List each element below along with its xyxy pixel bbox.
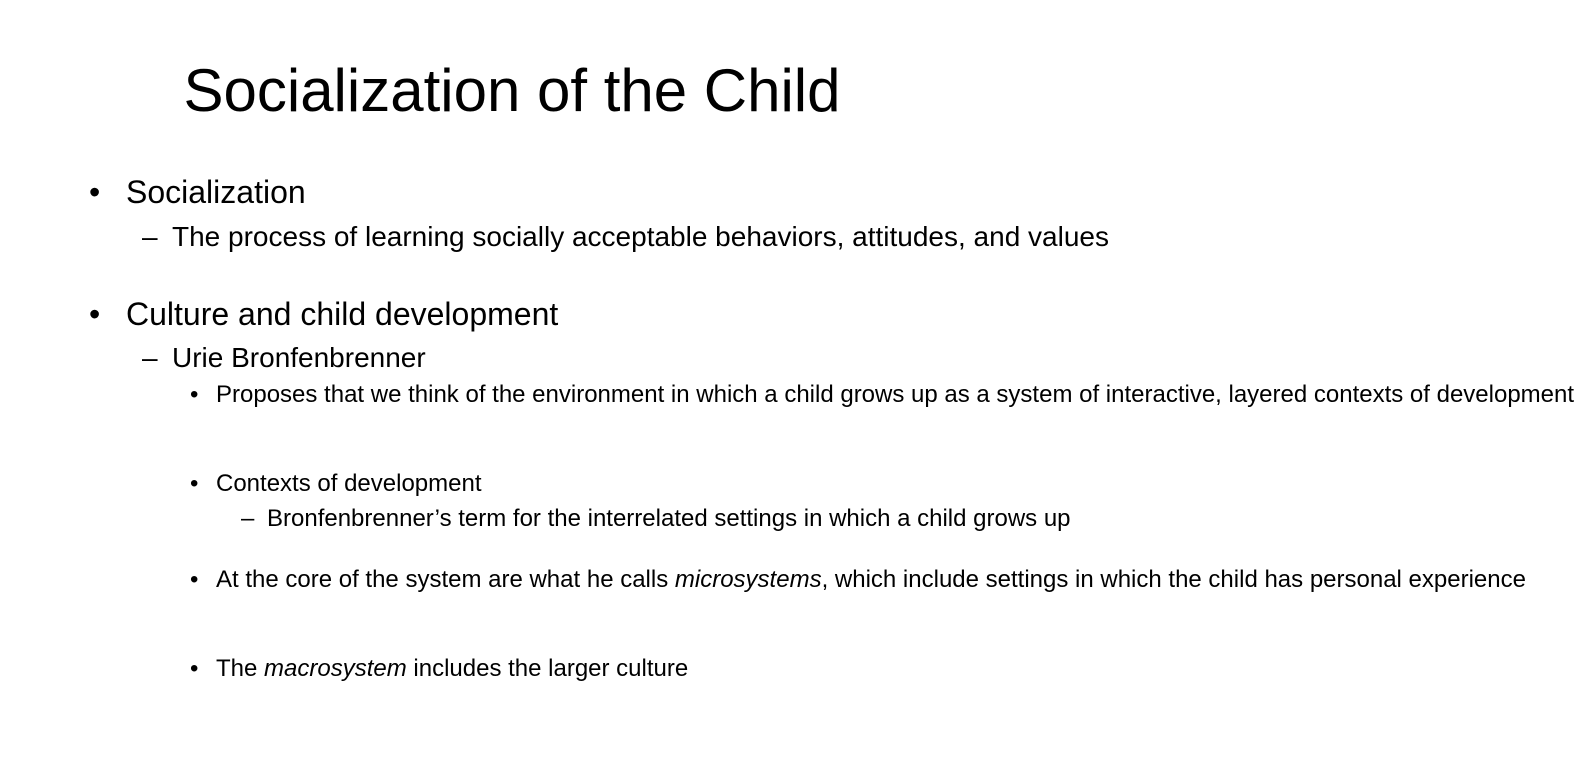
bullet-item-contexts <box>190 470 966 497</box>
term-macrosystem: macrosystem <box>264 655 407 682</box>
bullet-text: The process of learning socially acceptable behaviors, attitudes, and values <box>172 221 1109 252</box>
bullet-item-definition <box>142 221 1109 253</box>
bullet-text: Culture and child development <box>126 296 559 332</box>
bullet-text: Socialization <box>126 174 306 210</box>
bullet-dot: • <box>190 655 199 682</box>
bullet-item-bronfenbrenner <box>142 342 872 374</box>
bullet-text: Urie Bronfenbrenner <box>172 342 426 373</box>
bullet-dot: • <box>89 296 101 332</box>
bullet-dash: – <box>142 221 158 252</box>
bullet-text: Proposes that we think of the environment in which a child grows up as a system of interactive, layered contexts of development <box>216 381 1574 408</box>
bullet-dot: • <box>190 470 199 497</box>
text-run: The <box>216 655 265 682</box>
bullet-dot: • <box>190 381 199 408</box>
text-run: includes the larger culture <box>406 655 689 682</box>
text-run: , which include settings in which the child has personal experience <box>821 566 1526 593</box>
bullet-dash: – <box>142 342 158 373</box>
bullet-text <box>216 655 688 682</box>
bullet-text <box>216 566 1526 593</box>
bullet-dash: – <box>241 505 255 532</box>
bullet-item-proposes <box>190 381 1574 408</box>
bullet-item-microsystems <box>190 566 1526 593</box>
bullet-item-culture <box>89 296 926 332</box>
bullet-dot: • <box>190 566 199 593</box>
bullet-text: Contexts of development <box>216 470 482 497</box>
term-microsystems: microsystems <box>674 566 822 593</box>
bullet-item-macrosystem <box>190 655 966 682</box>
bullet-dot: • <box>89 174 101 210</box>
bullet-item-socialization <box>89 174 926 210</box>
slide-title: Socialization of the Child <box>183 57 841 124</box>
bullet-text: Bronfenbrenner’s term for the interrelated settings in which a child grows up <box>267 505 1071 532</box>
bullet-item-contexts-definition <box>241 505 1071 532</box>
text-run: At the core of the system are what he calls <box>216 566 675 593</box>
